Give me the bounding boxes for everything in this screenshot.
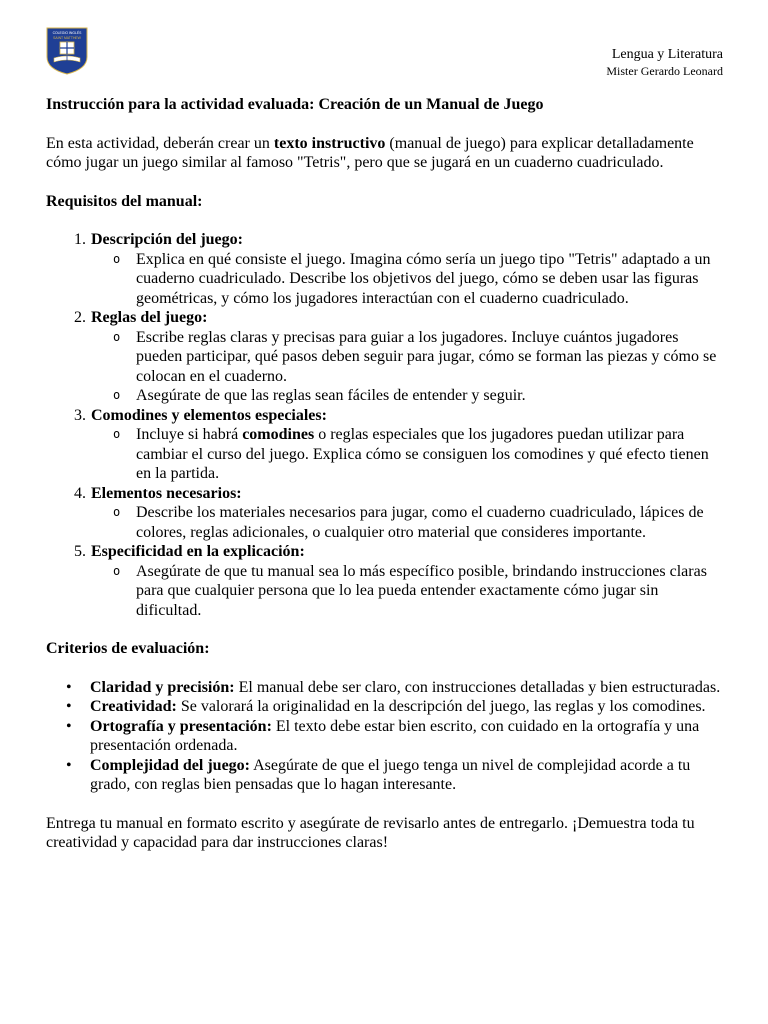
requirement-bullet [136, 425, 726, 484]
criteria-item [90, 697, 726, 717]
requirement-title: Reglas del juego: [91, 309, 208, 326]
requirement-item [90, 406, 726, 484]
subject-name: Lengua y Literatura [611, 47, 723, 62]
criteria-item [90, 756, 726, 795]
criteria-text: El texto debe estar bien escrito, con cuidado en la ortografía y una presentación ordenada. [90, 717, 700, 754]
criteria-label: Claridad y precisión: [90, 678, 235, 696]
intro-text-before: En esta actividad, deberán crear un [46, 134, 274, 152]
criteria-text: El manual debe ser claro, con instrucciones detalladas y bien estructuradas. [234, 678, 721, 696]
criteria-label: Ortografía y presentación: [90, 717, 272, 735]
logo-text-line2: SAINT MATTHEW [53, 36, 81, 40]
requirements-list [46, 230, 726, 620]
intro-text-after: (manual de juego) para explicar detalladamente cómo jugar un juego similar al famoso "Tetris", pero que se jugará en un cuaderno cuadriculado. [46, 134, 694, 171]
requirement-item [90, 230, 726, 308]
criteria-text: Asegúrate de que el juego tenga un nivel de complejidad acorde a tu grado, con reglas bien pensadas que lo hagan interesante. [90, 756, 691, 793]
criteria-list [46, 678, 726, 795]
document-body [46, 95, 726, 853]
requirement-bullets [91, 250, 726, 309]
criteria-label: Complejidad del juego: [90, 756, 250, 774]
bullet-bold-term: comodines [242, 426, 315, 443]
requirement-bullets [91, 328, 726, 406]
requirement-item [90, 484, 726, 543]
bullet-text-before: Incluye si habrá [136, 426, 243, 443]
requirements-heading: Requisitos del manual: [46, 192, 203, 210]
criteria-item [90, 678, 726, 698]
requirement-title: Comodines y elementos especiales: [91, 406, 327, 424]
criteria-label: Creatividad: [90, 698, 177, 715]
page-header [606, 46, 723, 79]
requirement-bullet: o Escribe reglas claras y precisas para guiar a los jugadores. Incluye cuántos jugadores pueden participar, qué pasos deben seguir para jugar, cómo se forman las piezas y cómo se colocan en el cuaderno. [136, 328, 726, 387]
requirement-bullets [91, 503, 726, 542]
intro-paragraph [46, 134, 726, 173]
requirement-title: Elementos necesarios: [91, 484, 242, 502]
requirement-item [90, 542, 726, 620]
page-title: Instrucción para la actividad evaluada: Creación de un Manual de Juego [46, 96, 544, 113]
requirement-bullet: o Describe los materiales necesarios para jugar, como el cuaderno cuadriculado, lápices de colores, reglas adicionales, o cualquier otro material que consideres importante. [136, 503, 726, 542]
requirement-title: Especificidad en la explicación: [91, 543, 305, 560]
logo-text-line1: COLEGIO INGLÉS [52, 31, 82, 35]
requirement-item [90, 308, 726, 406]
requirement-title: Descripción del juego: [91, 231, 243, 248]
requirement-bullets [91, 425, 726, 484]
criteria-heading: Criterios de evaluación: [46, 640, 210, 657]
requirement-bullet: o Asegúrate de que las reglas sean fáciles de entender y seguir. [136, 386, 726, 406]
intro-bold-term: texto instructivo [273, 134, 386, 152]
closing-paragraph: Entrega tu manual en formato escrito y asegúrate de revisarlo antes de entregarlo. ¡Demuestra toda tu creatividad y capacidad para dar instrucciones claras! [46, 814, 695, 851]
teacher-name: Mister Gerardo Leonard [606, 64, 723, 78]
school-crest-logo [46, 27, 88, 75]
requirement-bullet: o Explica en qué consiste el juego. Imagina cómo sería un juego tipo "Tetris" adaptado a un cuaderno cuadriculado. Describe los objetivos del juego, cómo se deben usar las figuras geométricas, y cómo los jugadores interactúan con el cuaderno cuadriculado. [136, 250, 726, 309]
criteria-text: Se valorará la originalidad en la descripción del juego, las reglas y los comodines. [176, 698, 706, 715]
requirement-bullet: o Asegúrate de que tu manual sea lo más específico posible, brindando instrucciones claras para que cualquier persona que lo lea pueda entender exactamente cómo jugar sin dificultad. [136, 562, 726, 621]
criteria-item [90, 717, 726, 756]
bullet-text-after: o reglas especiales que los jugadores puedan utilizar para cambiar el curso del juego. Explica cómo se consiguen los comodines y qué efecto tienen en la partida. [136, 426, 709, 482]
requirement-bullets [91, 562, 726, 621]
